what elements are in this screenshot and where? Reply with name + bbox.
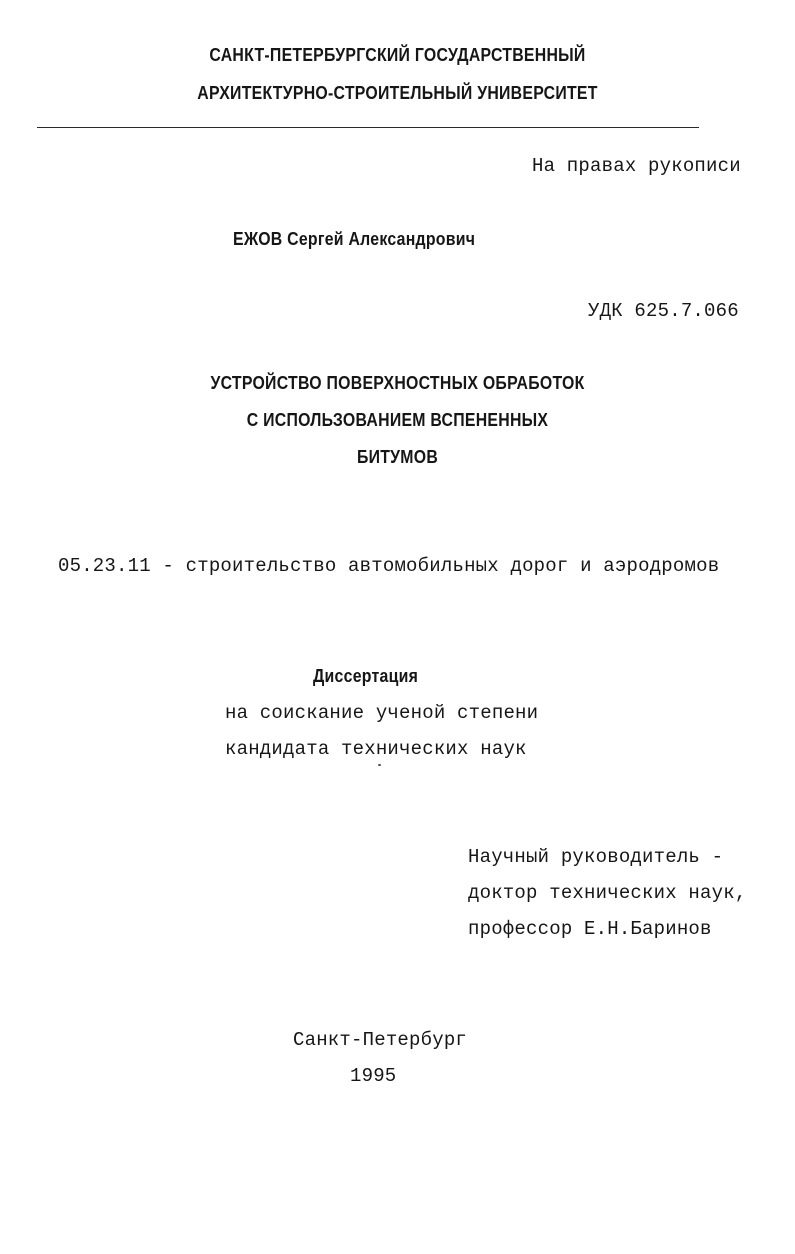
university-name-line1: САНКТ-ПЕТЕРБУРГСКИЙ ГОСУДАРСТВЕННЫЙ [209,45,586,65]
university-name-line2: АРХИТЕКТУРНО-СТРОИТЕЛЬНЫЙ УНИВЕРСИТЕТ [197,83,598,103]
year: 1995 [350,1065,397,1087]
manuscript-note: На правах рукописи [532,155,741,177]
supervisor-degree: доктор технических наук, [468,882,747,904]
degree-line1: на соискание ученой степени [225,702,539,724]
header-divider [37,127,699,128]
author-name: ЕЖОВ Сергей Александрович [233,229,476,249]
thesis-title-line3: БИТУМОВ [356,447,439,467]
supervisor-role: Научный руководитель - [468,846,724,868]
dissertation-heading: Диссертация [313,666,419,686]
thesis-title-line2: С ИСПОЛЬЗОВАНИЕМ ВСПЕНЕННЫХ [246,410,549,430]
udk-code: УДК 625.7.066 [588,300,739,322]
print-speck [378,764,381,766]
specialty-code: 05.23.11 - строительство автомобильных дорог и аэродромов [58,555,720,577]
degree-line2: кандидата технических наук [225,738,527,760]
city: Санкт-Петербург [293,1029,468,1051]
supervisor-name: профессор Е.Н.Баринов [468,918,712,940]
thesis-title-line1: УСТРОЙСТВО ПОВЕРХНОСТНЫХ ОБРАБОТОК [210,373,585,393]
